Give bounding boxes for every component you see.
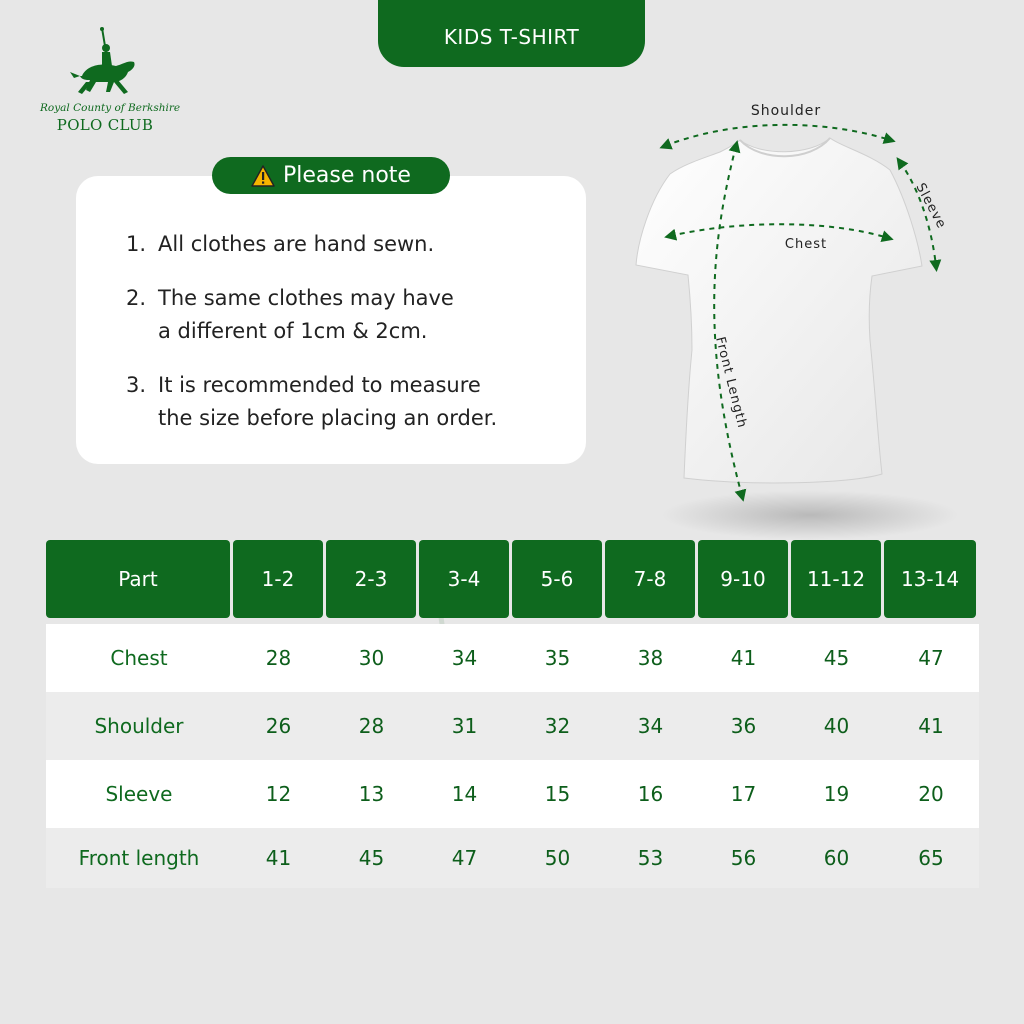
table-cell: 34 [637,714,664,738]
note-item-number: 2. [126,286,147,310]
note-title-badge [212,157,450,194]
polo-player-icon [40,26,170,106]
label-front-length: Front Length [712,335,750,431]
table-cell: 15 [544,782,571,806]
table-cell: 41 [730,646,757,670]
table-header-cell: 5-6 [512,540,602,618]
table-cell: 45 [823,646,850,670]
table-header-cell: 3-4 [419,540,509,618]
row-label-cell: Front length [78,846,200,870]
tshirt-diagram [620,90,960,540]
note-title: Please note [283,163,411,188]
table-header-row [46,540,979,618]
table-cell: 13 [358,782,385,806]
note-item-number: 3. [126,373,147,397]
table-cell: 50 [544,846,571,870]
table-cell: 65 [918,846,944,870]
brand-line1: Royal County of Berkshire [40,102,181,114]
row-label-cell: Chest [110,646,168,670]
table-cell: 41 [918,714,944,738]
table-header-cell: 9-10 [698,540,788,618]
tshirt-shape [636,138,922,483]
row-label-cell: Sleeve [105,782,173,806]
table-cell: 32 [544,714,571,738]
table-cell: 26 [265,714,292,738]
table-cell: 45 [358,846,385,870]
label-shoulder: Shoulder [750,103,822,119]
note-item-text: The same clothes may have a different of 1cm & 2cm. [158,286,454,343]
label-sleeve: Sleeve [912,180,949,232]
table-cell: 28 [265,646,292,670]
table-cell: 56 [730,846,757,870]
note-item-text: All clothes are hand sewn. [158,232,435,256]
table-row [46,828,979,888]
table-header-cell: 1-2 [233,540,323,618]
brand-line2: POLO CLUB [56,116,154,134]
table-cell: 31 [451,714,478,738]
page-title-text: KIDS T-SHIRT [443,24,580,49]
brand-logo [40,26,181,136]
table-cell: 36 [730,714,757,738]
table-cell: 20 [918,782,944,806]
size-table [46,540,979,888]
table-cell: 35 [544,646,571,670]
row-label-cell: Shoulder [94,714,184,738]
table-cell: 34 [451,646,478,670]
table-header-cell: 13-14 [884,540,976,618]
table-row [46,624,979,692]
note-item-number: 1. [126,232,147,256]
table-cell: 28 [358,714,385,738]
table-cell: 47 [451,846,478,870]
table-cell: 41 [265,846,292,870]
note-item [126,228,576,261]
table-header-cell: 11-12 [791,540,881,618]
table-cell: 12 [265,782,292,806]
note-item-text: It is recommended to measure the size before placing an order. [158,373,498,430]
table-row [46,760,979,828]
table-cell: 53 [637,846,664,870]
note-item [126,369,576,435]
table-cell: 40 [823,714,850,738]
table-header-cell: 2-3 [326,540,416,618]
table-cell: 60 [823,846,850,870]
table-row [46,692,979,760]
table-cell: 14 [451,782,478,806]
table-cell: 47 [918,646,944,670]
page-title [378,0,645,67]
note-list [126,228,576,456]
table-cell: 16 [637,782,664,806]
table-header-cell: 7-8 [605,540,695,618]
warning-icon [251,165,275,187]
label-chest: Chest [784,237,828,252]
table-cell: 17 [730,782,757,806]
table-cell: 30 [358,646,385,670]
table-cell: 19 [823,782,850,806]
table-cell: 38 [637,646,664,670]
table-header-cell: Part [46,540,230,618]
note-item [126,282,576,348]
